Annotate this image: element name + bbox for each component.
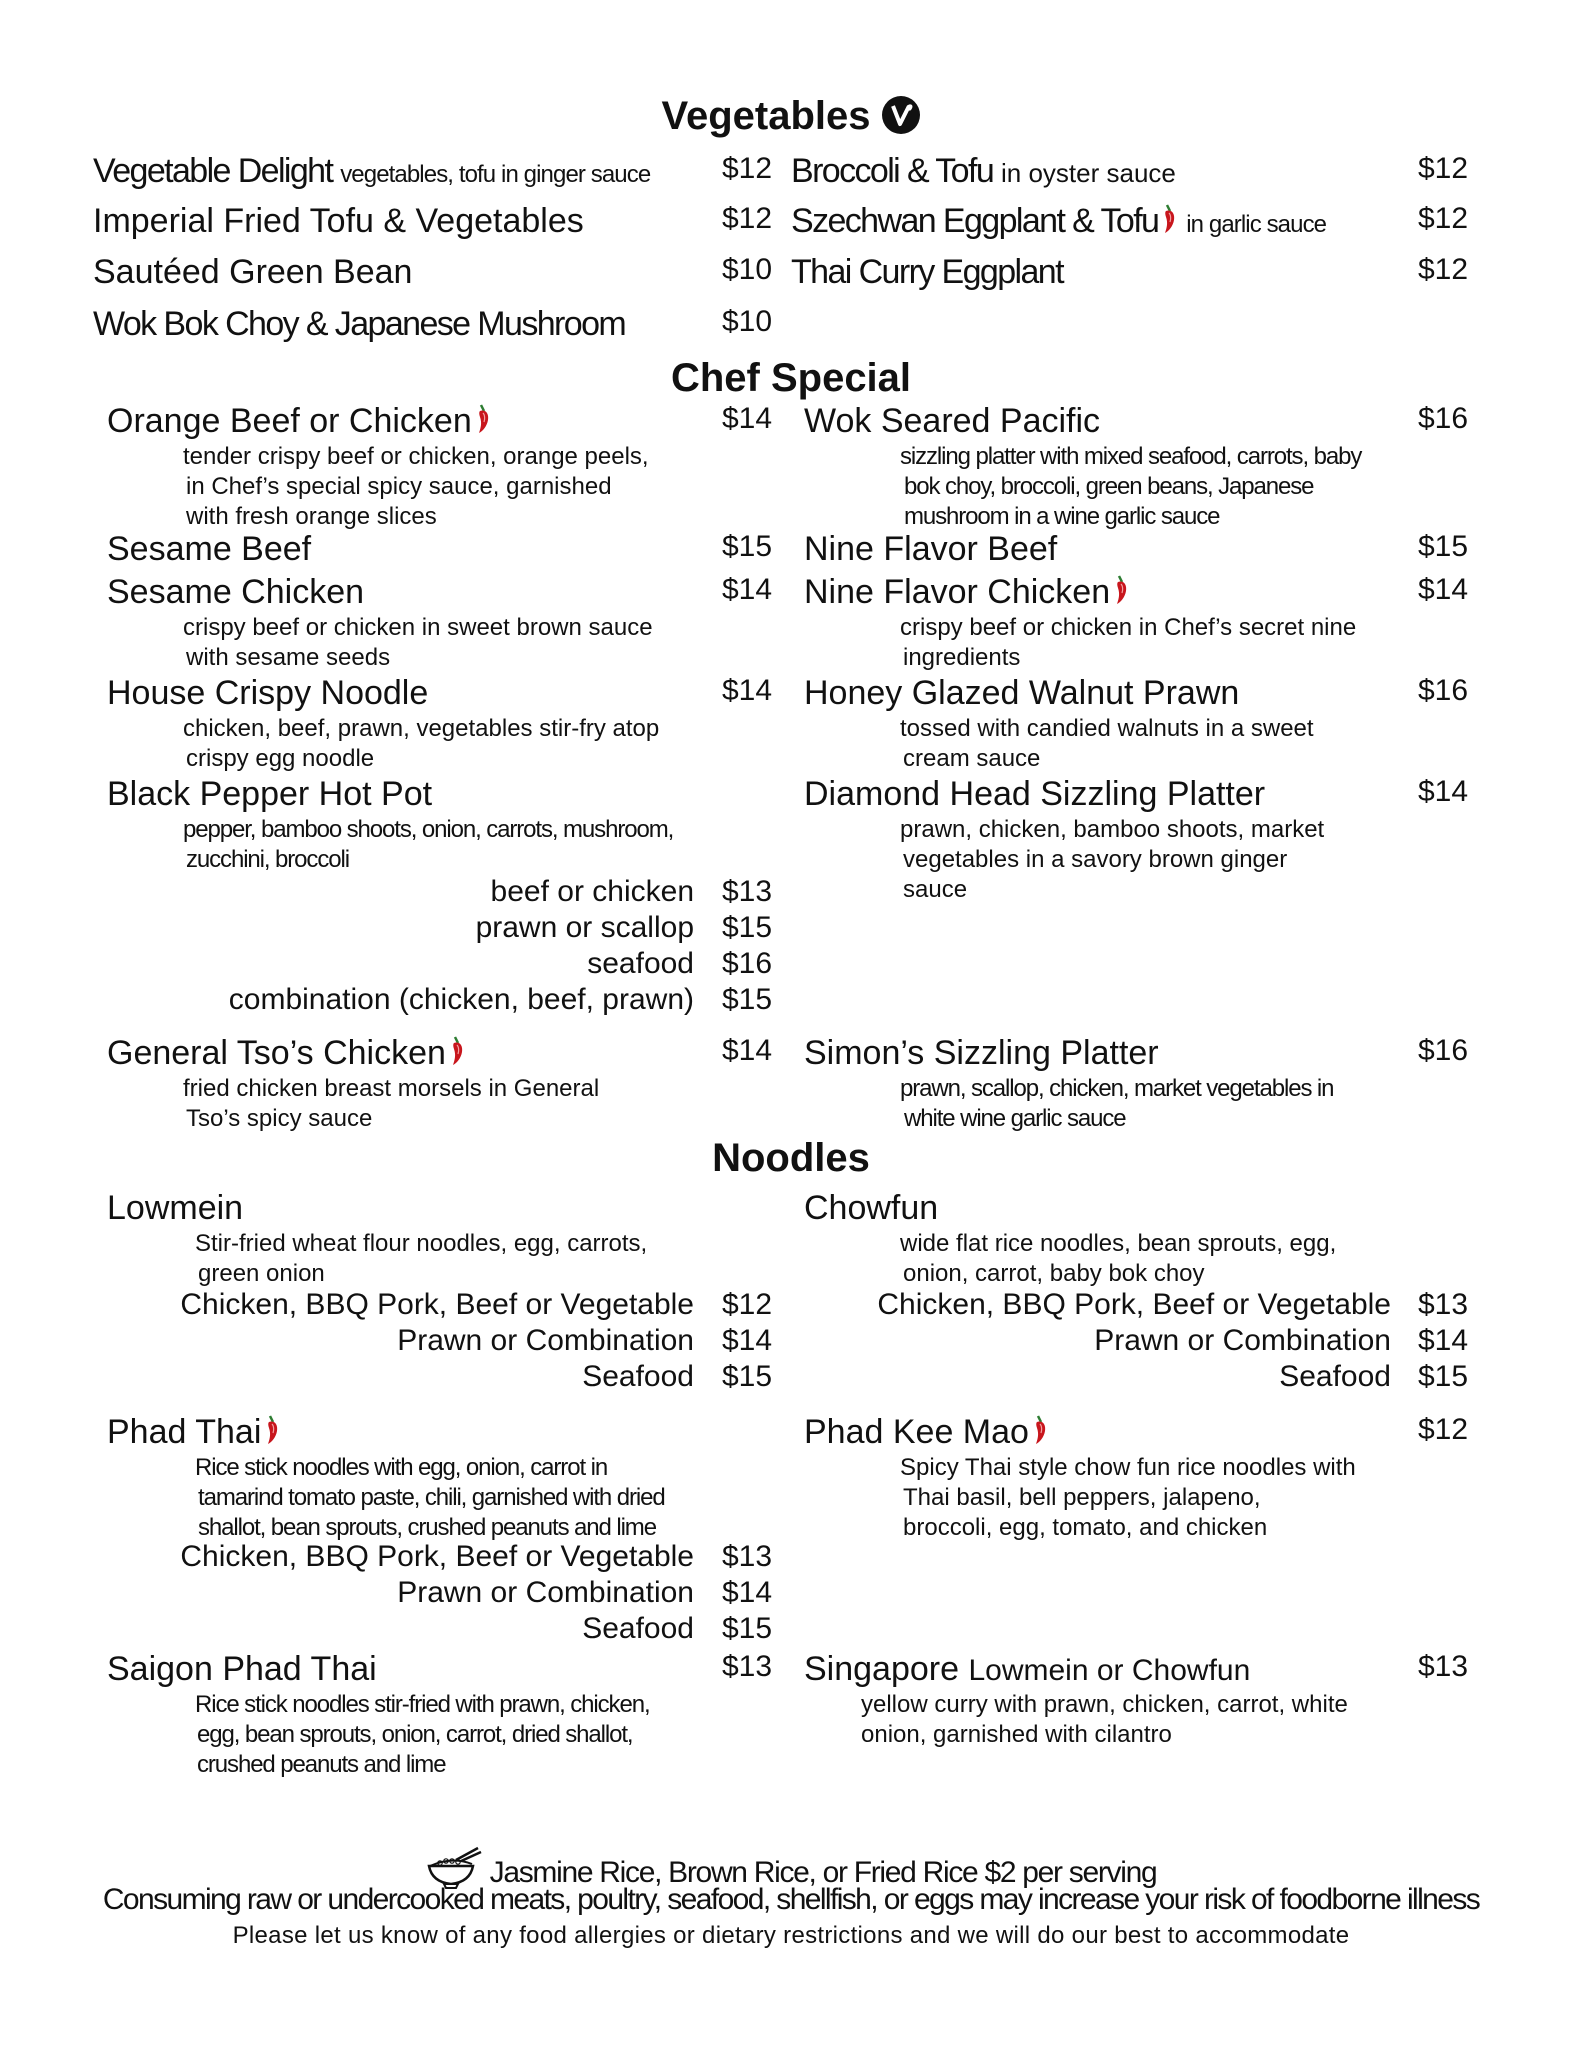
item-note: in oyster sauce [1001, 158, 1176, 188]
desc-line: ingredients [903, 644, 1021, 671]
item-name: Saigon Phad Thai [107, 1650, 377, 1688]
item-note: vegetables, tofu in ginger sauce [340, 161, 651, 188]
desc-line: yellow curry with prawn, chicken, carrot, white [861, 1691, 1348, 1718]
desc-line: Rice stick noodles with egg, onion, carrot in [195, 1454, 608, 1481]
desc-line: cream sauce [903, 745, 1041, 772]
desc-line: pepper, bamboo shoots, onion, carrots, mushroom, [183, 816, 674, 843]
item-price: $14 [722, 573, 773, 606]
item-name: Honey Glazed Walnut Prawn [804, 674, 1240, 712]
item-price: $14 [1418, 573, 1469, 606]
item-price: $12 [722, 152, 773, 185]
variant-price: $13 [722, 875, 773, 908]
variant-label: Prawn or Combination [397, 1324, 694, 1357]
item-name-suffix: Lowmein or Chowfun [968, 1654, 1251, 1687]
allergy-note: Please let us know of any food allergies or dietary restrictions and we will do our best to accommodate [232, 1922, 1350, 1949]
desc-line: crushed peanuts and lime [197, 1751, 446, 1778]
item-description [195, 1453, 665, 1543]
item-name: Sesame Beef [107, 530, 312, 568]
chili-icon [265, 1415, 281, 1445]
desc-line: vegetables in a savory brown ginger [903, 846, 1288, 873]
item-description [195, 1229, 647, 1289]
item-note: in garlic sauce [1186, 211, 1327, 238]
desc-line: shallot, bean sprouts, crushed peanuts and lime [198, 1514, 656, 1541]
item-price: $12 [1418, 253, 1469, 286]
item-name: Simon’s Sizzling Platter [804, 1034, 1159, 1072]
item-name: House Crispy Noodle [107, 674, 429, 712]
desc-line: mushroom in a wine garlic sauce [904, 503, 1220, 530]
desc-line: bok choy, broccoli, green beans, Japanese [904, 473, 1314, 500]
item-description [861, 1690, 1348, 1750]
variant-price: $14 [722, 1324, 773, 1357]
desc-line: tamarind tomato paste, chili, garnished with dried [198, 1484, 665, 1511]
variant-price: $13 [1418, 1288, 1469, 1321]
item-price: $14 [722, 402, 773, 435]
item-name: Broccoli & Tofu [791, 152, 994, 190]
desc-line: Stir-fried wheat flour noodles, egg, carrots, [195, 1230, 648, 1257]
desc-line: wide flat rice noodles, bean sprouts, egg, [900, 1230, 1337, 1257]
item-price: $16 [1418, 674, 1469, 707]
menu-item [791, 202, 1326, 241]
item-description [900, 1229, 1336, 1289]
chili-icon [1114, 575, 1130, 605]
item-name: Imperial Fried Tofu & Vegetables [93, 202, 584, 240]
item-name: Black Pepper Hot Pot [107, 775, 433, 813]
item-name: Wok Bok Choy & Japanese Mushroom [93, 305, 626, 343]
menu-item [804, 1413, 1049, 1452]
variant-price: $12 [722, 1288, 773, 1321]
desc-line: in Chef’s special spicy sauce, garnished [186, 473, 612, 500]
item-name: Lowmein [107, 1189, 244, 1227]
desc-line: onion, carrot, baby bok choy [903, 1260, 1205, 1287]
section-title: Vegetables [661, 94, 871, 138]
variant-price: $14 [1418, 1324, 1469, 1357]
item-description [900, 1453, 1356, 1543]
desc-line: sizzling platter with mixed seafood, carrots, baby [900, 443, 1362, 470]
item-price: $15 [722, 530, 773, 563]
desc-line: with sesame seeds [186, 644, 391, 671]
item-name: Sesame Chicken [107, 573, 365, 611]
item-description [900, 815, 1324, 905]
chef-special-heading: Chef Special [670, 356, 912, 400]
desc-line: tender crispy beef or chicken, orange peels, [183, 443, 649, 470]
item-name: Nine Flavor Chicken [804, 573, 1111, 611]
item-price: $12 [1418, 202, 1469, 235]
desc-line: chicken, beef, prawn, vegetables stir-fry atop [183, 715, 660, 742]
desc-line: tossed with candied walnuts in a sweet [900, 715, 1314, 742]
variant-price: $15 [722, 1360, 773, 1393]
desc-line: egg, bean sprouts, onion, carrot, dried shallot, [197, 1721, 633, 1748]
item-name: Diamond Head Sizzling Platter [804, 775, 1266, 813]
desc-line: zucchini, broccoli [186, 846, 349, 873]
health-warning: Consuming raw or undercooked meats, poultry, seafood, shellfish, or eggs may increase your risk of foodborne illness [102, 1883, 1480, 1916]
item-price: $12 [1418, 1413, 1469, 1446]
variant-label: Prawn or Combination [1094, 1324, 1391, 1357]
item-name: Singapore [804, 1650, 960, 1688]
item-price: $13 [1418, 1650, 1469, 1683]
item-price: $16 [1418, 1034, 1469, 1067]
variant-price: $15 [722, 983, 773, 1016]
item-name: Thai Curry Eggplant [791, 253, 1063, 291]
menu-item [93, 152, 650, 191]
item-name: Phad Kee Mao [804, 1413, 1029, 1451]
item-name: Sautéed Green Bean [93, 253, 413, 291]
item-price: $10 [722, 253, 773, 286]
item-name: General Tso’s Chicken [107, 1034, 446, 1072]
chili-icon [1162, 204, 1178, 234]
variant-label: Prawn or Combination [397, 1576, 694, 1609]
item-name: Chowfun [804, 1189, 939, 1227]
item-description [183, 442, 649, 532]
item-price: $14 [722, 1034, 773, 1067]
item-name: Nine Flavor Beef [804, 530, 1058, 568]
variant-label: Seafood [582, 1612, 694, 1645]
item-price: $14 [722, 674, 773, 707]
desc-line: onion, garnished with cilantro [861, 1721, 1172, 1748]
noodles-heading: Noodles [712, 1136, 870, 1180]
desc-line: white wine garlic sauce [904, 1105, 1126, 1132]
item-price: $14 [1418, 775, 1469, 808]
variant-label: Chicken, BBQ Pork, Beef or Vegetable [877, 1288, 1391, 1321]
chili-icon [450, 1036, 466, 1066]
variant-price: $15 [722, 1612, 773, 1645]
menu-item [804, 1650, 1250, 1689]
chili-icon [1033, 1415, 1049, 1445]
desc-line: crispy egg noodle [186, 745, 375, 772]
item-description [900, 442, 1361, 532]
variant-label: combination (chicken, beef, prawn) [228, 983, 694, 1016]
item-description [900, 613, 1356, 673]
menu-item [107, 402, 492, 441]
variant-label: Chicken, BBQ Pork, Beef or Vegetable [180, 1540, 694, 1573]
desc-line: with fresh orange slices [186, 503, 437, 530]
item-description [183, 613, 653, 673]
item-name: Orange Beef or Chicken [107, 402, 472, 440]
desc-line: Tso’s spicy sauce [186, 1105, 373, 1132]
desc-line: prawn, scallop, chicken, market vegetables in [900, 1075, 1334, 1102]
desc-line: green onion [198, 1260, 325, 1287]
desc-line: sauce [903, 876, 968, 903]
desc-line: crispy beef or chicken in Chef’s secret nine [900, 614, 1357, 641]
item-price: $15 [1418, 530, 1469, 563]
desc-line: crispy beef or chicken in sweet brown sauce [183, 614, 653, 641]
item-price: $12 [1418, 152, 1469, 185]
item-name: Phad Thai [107, 1413, 262, 1451]
menu-item [804, 573, 1130, 612]
variant-label: Chicken, BBQ Pork, Beef or Vegetable [180, 1288, 694, 1321]
desc-line: Spicy Thai style chow fun rice noodles with [900, 1454, 1356, 1481]
item-description [183, 1074, 599, 1134]
item-name: Wok Seared Pacific [804, 402, 1101, 440]
desc-line: Thai basil, bell peppers, jalapeno, [903, 1484, 1261, 1511]
variant-label: Seafood [582, 1360, 694, 1393]
menu-item [791, 152, 1176, 191]
menu-item [107, 1034, 466, 1073]
variant-label: prawn or scallop [475, 911, 694, 944]
item-description [183, 815, 673, 875]
variant-price: $15 [1418, 1360, 1469, 1393]
item-name: Vegetable Delight [93, 152, 333, 190]
item-price: $12 [722, 202, 773, 235]
variant-price: $13 [722, 1540, 773, 1573]
desc-line: Rice stick noodles stir-fried with prawn, chicken, [195, 1691, 650, 1718]
rice-text: Jasmine Rice, Brown Rice, or Fried Rice $2 per serving [489, 1856, 1157, 1889]
item-price: $16 [1418, 402, 1469, 435]
item-name: Szechwan Eggplant & Tofu [791, 202, 1159, 240]
item-price: $10 [722, 305, 773, 338]
desc-line: fried chicken breast morsels in General [183, 1075, 600, 1102]
variant-price: $16 [722, 947, 773, 980]
vegan-leaf-icon [881, 95, 921, 135]
item-description [900, 1074, 1333, 1134]
desc-line: prawn, chicken, bamboo shoots, market [900, 816, 1325, 843]
variant-label: seafood [587, 947, 694, 980]
variant-price: $14 [722, 1576, 773, 1609]
chili-icon [476, 404, 492, 434]
desc-line: broccoli, egg, tomato, and chicken [903, 1514, 1268, 1541]
vegetables-heading [0, 94, 1582, 139]
item-description [195, 1690, 650, 1780]
item-description [900, 714, 1314, 774]
variant-price: $15 [722, 911, 773, 944]
item-price: $13 [722, 1650, 773, 1683]
menu-item [107, 1413, 281, 1452]
variant-label: Seafood [1279, 1360, 1391, 1393]
item-description [183, 714, 659, 774]
variant-label: beef or chicken [490, 875, 694, 908]
